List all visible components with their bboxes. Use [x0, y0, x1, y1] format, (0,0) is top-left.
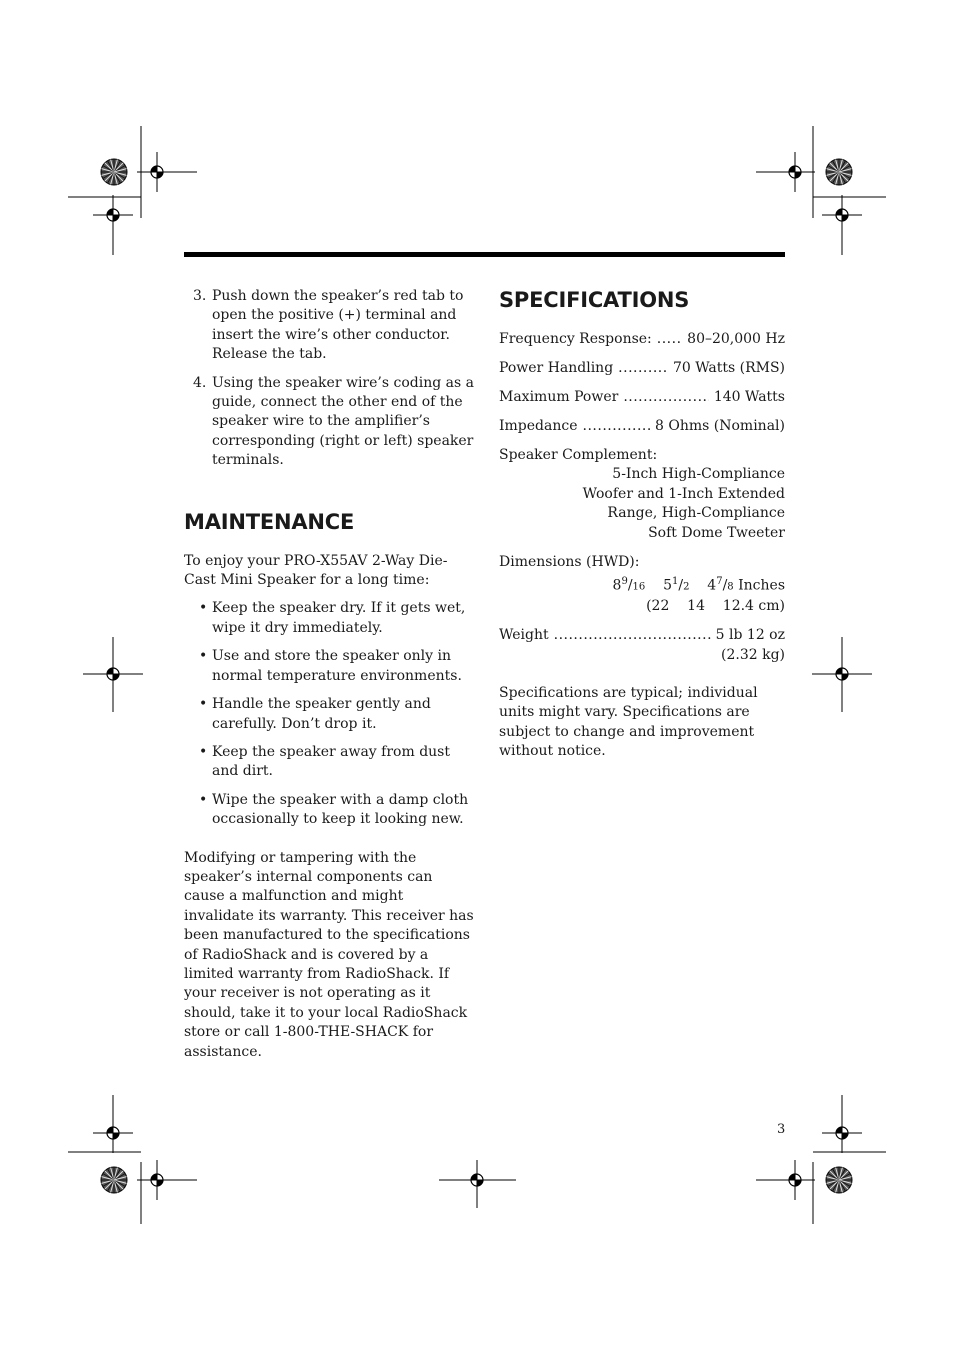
specifications-heading: SPECIFICATIONS — [499, 288, 690, 312]
tip-item — [184, 791, 474, 830]
dimensions-inches: $8^9/16$ $5^1/2$ $4^7/8$ Inches — [612, 576, 785, 594]
starburst-mark — [101, 159, 127, 185]
depth-whole: 4 — [707, 577, 717, 594]
header-rule — [184, 252, 785, 257]
leader-dots — [583, 417, 651, 436]
installation-steps — [184, 287, 474, 471]
crosshair-target — [822, 195, 862, 235]
starburst-mark — [826, 1167, 852, 1193]
crosshair-target — [137, 1160, 177, 1200]
spec-impedance — [499, 417, 785, 436]
starburst-mark — [826, 159, 852, 185]
spec-label: Maximum Power — [499, 389, 619, 405]
specifications-note: Specifications are typical; individual units might vary. Specifications are subject to change and improvement without notice. — [499, 684, 758, 760]
dimensions-unit: Inches — [738, 577, 785, 594]
depth-denominator: 8 — [727, 581, 734, 593]
spec-weight — [499, 626, 785, 645]
step-number: 3. — [193, 288, 207, 304]
spec-label: Dimensions (HWD): — [499, 553, 640, 570]
tip-text: Keep the speaker dry. If it gets wet, wipe it dry immediately. — [212, 600, 466, 636]
bullet: • — [199, 696, 208, 713]
left-column — [184, 287, 474, 1062]
width-denominator: 2 — [683, 581, 690, 593]
spec-value: 70 Watts (RMS) — [672, 360, 785, 376]
tip-item — [184, 647, 474, 686]
spec-label: Speaker Complement: — [499, 447, 658, 463]
spec-frequency — [499, 330, 785, 349]
complement-line: 5-Inch High-Compliance — [612, 466, 785, 483]
spec-label: Impedance — [499, 418, 578, 434]
height-numerator: 9 — [621, 576, 628, 588]
step-4 — [184, 374, 474, 471]
spec-value: 5 lb 12 oz — [715, 627, 785, 644]
weight-metric: (2.32 kg) — [721, 646, 785, 663]
complement-line: Woofer and 1-Inch Extended — [582, 485, 785, 502]
crosshair-target — [137, 152, 177, 192]
warranty-paragraph: Modifying or tampering with the speaker’s internal components can cause a malfunction and might invalidate its warranty. This receiver has been manufactured to the specifications of RadioShack and is covered by a limited warranty from RadioShack. If your receiver is not operating as it should, take it to your local RadioShack store or call 1-800-THE-SHACK for assistance. — [184, 849, 474, 1060]
crosshair-target — [93, 195, 133, 235]
leader-dots — [554, 626, 711, 645]
leader-dots — [623, 388, 709, 407]
bullet: • — [199, 600, 208, 617]
spec-label: Frequency Response: — [499, 331, 652, 347]
maintenance-intro: To enjoy your PRO-X55AV 2-Way Die-Cast Mini Speaker for a long time: — [184, 552, 448, 589]
spec-label: Weight — [499, 627, 549, 644]
complement-line: Range, High-Compliance — [607, 505, 785, 522]
spec-value: 8 Ohms (Nominal) — [655, 418, 785, 434]
tip-text: Use and store the speaker only in normal temperature environments. — [212, 648, 462, 684]
step-text: Using the speaker wire’s coding as a guide, connect the other end of the speaker wire to the amplifier’s corresponding (right or left) speaker terminals. — [212, 374, 474, 469]
width-numerator: 1 — [672, 576, 679, 588]
starburst-mark — [101, 1167, 127, 1193]
crosshair-target — [775, 1160, 815, 1200]
page-number: 3 — [777, 1122, 786, 1137]
step-number: 4. — [193, 374, 207, 391]
leader-dots — [657, 330, 682, 349]
step-3 — [184, 287, 474, 365]
maintenance-heading: MAINTENANCE — [184, 509, 355, 534]
spec-power-handling — [499, 359, 785, 378]
bullet: • — [199, 791, 208, 808]
leader-dots — [618, 359, 668, 378]
width-whole: 5 — [663, 577, 672, 594]
crosshair-target — [775, 152, 815, 192]
spec-maximum-power — [499, 388, 785, 407]
tip-item — [184, 599, 474, 638]
step-text: Push down the speaker’s red tab to open the positive (+) terminal and insert the wire’s other conductor. Release the tab. — [212, 288, 464, 363]
dimensions-metric: (22 14 12.4 cm) — [646, 598, 785, 615]
height-denominator: 16 — [632, 581, 646, 593]
tip-item — [184, 743, 474, 782]
tip-text: Handle the speaker gently and carefully. Don’t drop it. — [212, 696, 431, 732]
tip-text: Wipe the speaker with a damp cloth occasionally to keep it looking new. — [212, 791, 469, 828]
spec-value: 140 Watts — [713, 389, 785, 405]
maintenance-tips — [184, 599, 474, 829]
complement-line: Soft Dome Tweeter — [648, 524, 785, 541]
height-whole: 8 — [612, 577, 622, 594]
right-column — [499, 287, 785, 762]
tip-item — [184, 695, 474, 734]
tip-text: Keep the speaker away from dust and dirt. — [212, 743, 450, 780]
bullet: • — [199, 743, 208, 760]
bullet: • — [199, 648, 208, 665]
spec-value: 80–20,000 Hz — [687, 331, 785, 347]
depth-numerator: 7 — [716, 576, 723, 588]
spec-dimensions — [499, 553, 785, 617]
spec-speaker-complement — [499, 446, 785, 543]
spec-label: Power Handling — [499, 360, 614, 376]
